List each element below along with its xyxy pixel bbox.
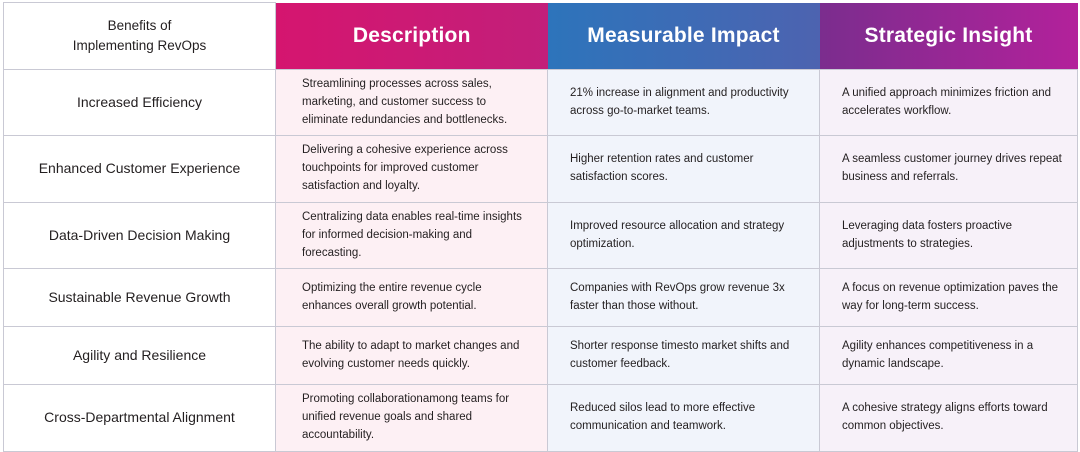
row-description-text: Centralizing data enables real-time insights for informed decision-making and forecasting.	[302, 210, 522, 259]
row-impact-text: Companies with RevOps grow revenue 3x faster than those without.	[570, 282, 785, 312]
table-row	[4, 385, 1078, 451]
row-description-text: The ability to adapt to market changes and evolving customer needs quickly.	[302, 340, 520, 370]
row-description-text: Streamlining processes across sales, marketing, and customer success to eliminate redundancies and bottlenecks.	[302, 78, 508, 126]
row-benefit: Agility and Resilience	[4, 327, 276, 385]
row-insight	[820, 269, 1078, 327]
row-description-text: Promoting collaborationamong teams for unified revenue goals and shared accountability.	[302, 393, 510, 441]
header-description-label: Description	[352, 23, 471, 47]
header-description	[276, 3, 548, 70]
header-benefits-line1: Benefits of	[107, 18, 172, 34]
table-row	[4, 70, 1078, 136]
row-impact	[548, 202, 820, 268]
row-insight-text: A unified approach minimizes friction and accelerates workflow.	[842, 86, 1052, 117]
row-description-text: Optimizing the entire revenue cycle enhances overall growth potential.	[302, 282, 482, 312]
row-benefit: Data-Driven Decision Making	[4, 202, 276, 268]
row-benefit: Enhanced Customer Experience	[4, 136, 276, 202]
header-measurable-impact	[548, 3, 820, 70]
row-insight-text: Leveraging data fosters proactive adjustments to strategies.	[842, 219, 1013, 250]
row-impact	[548, 136, 820, 202]
row-impact	[548, 269, 820, 327]
row-impact	[548, 70, 820, 136]
table-row	[4, 136, 1078, 202]
row-insight-text: A seamless customer journey drives repeat business and referrals.	[842, 153, 1062, 184]
row-insight-text: A focus on revenue optimization paves the way for long-term success.	[842, 282, 1059, 312]
header-measurable-impact-label: Measurable Impact	[587, 23, 780, 47]
row-insight	[820, 327, 1078, 385]
row-description	[276, 269, 548, 327]
row-description	[276, 385, 548, 451]
row-benefit: Sustainable Revenue Growth	[4, 269, 276, 327]
row-insight	[820, 136, 1078, 202]
revops-benefits-table-container	[0, 2, 1080, 441]
row-insight	[820, 385, 1078, 451]
table-row	[4, 327, 1078, 385]
header-strategic-insight-label: Strategic Insight	[864, 23, 1033, 47]
row-impact-text: Improved resource allocation and strategy optimization.	[570, 219, 785, 250]
header-benefits-line2: Implementing RevOps	[72, 38, 207, 53]
row-insight-text: A cohesive strategy aligns efforts toward common objectives.	[842, 402, 1048, 433]
row-benefit: Cross-Departmental Alignment	[4, 385, 276, 451]
row-impact	[548, 327, 820, 385]
row-insight-text: Agility enhances competitiveness in a dynamic landscape.	[842, 340, 1034, 370]
table-row	[4, 269, 1078, 327]
row-impact-text: Higher retention rates and customer satisfaction scores.	[570, 153, 754, 184]
row-impact-text: 21% increase in alignment and productivity across go-to-market teams.	[570, 86, 789, 117]
row-impact-text: Shorter response timesto market shifts and customer feedback.	[570, 340, 790, 370]
row-description-text: Delivering a cohesive experience across touchpoints for improved customer satisfaction and loyalty.	[302, 144, 508, 193]
header-benefits	[4, 3, 276, 70]
row-description	[276, 202, 548, 268]
row-description	[276, 136, 548, 202]
row-impact-text: Reduced silos lead to more effective communication and teamwork.	[570, 402, 756, 433]
row-benefit: Increased Efficiency	[4, 70, 276, 136]
row-impact	[548, 385, 820, 451]
row-insight	[820, 70, 1078, 136]
row-description	[276, 70, 548, 136]
table-header-row	[4, 3, 1078, 70]
header-strategic-insight	[820, 3, 1078, 70]
row-insight	[820, 202, 1078, 268]
table-row	[4, 202, 1078, 268]
revops-benefits-table	[3, 2, 1078, 452]
row-description	[276, 327, 548, 385]
